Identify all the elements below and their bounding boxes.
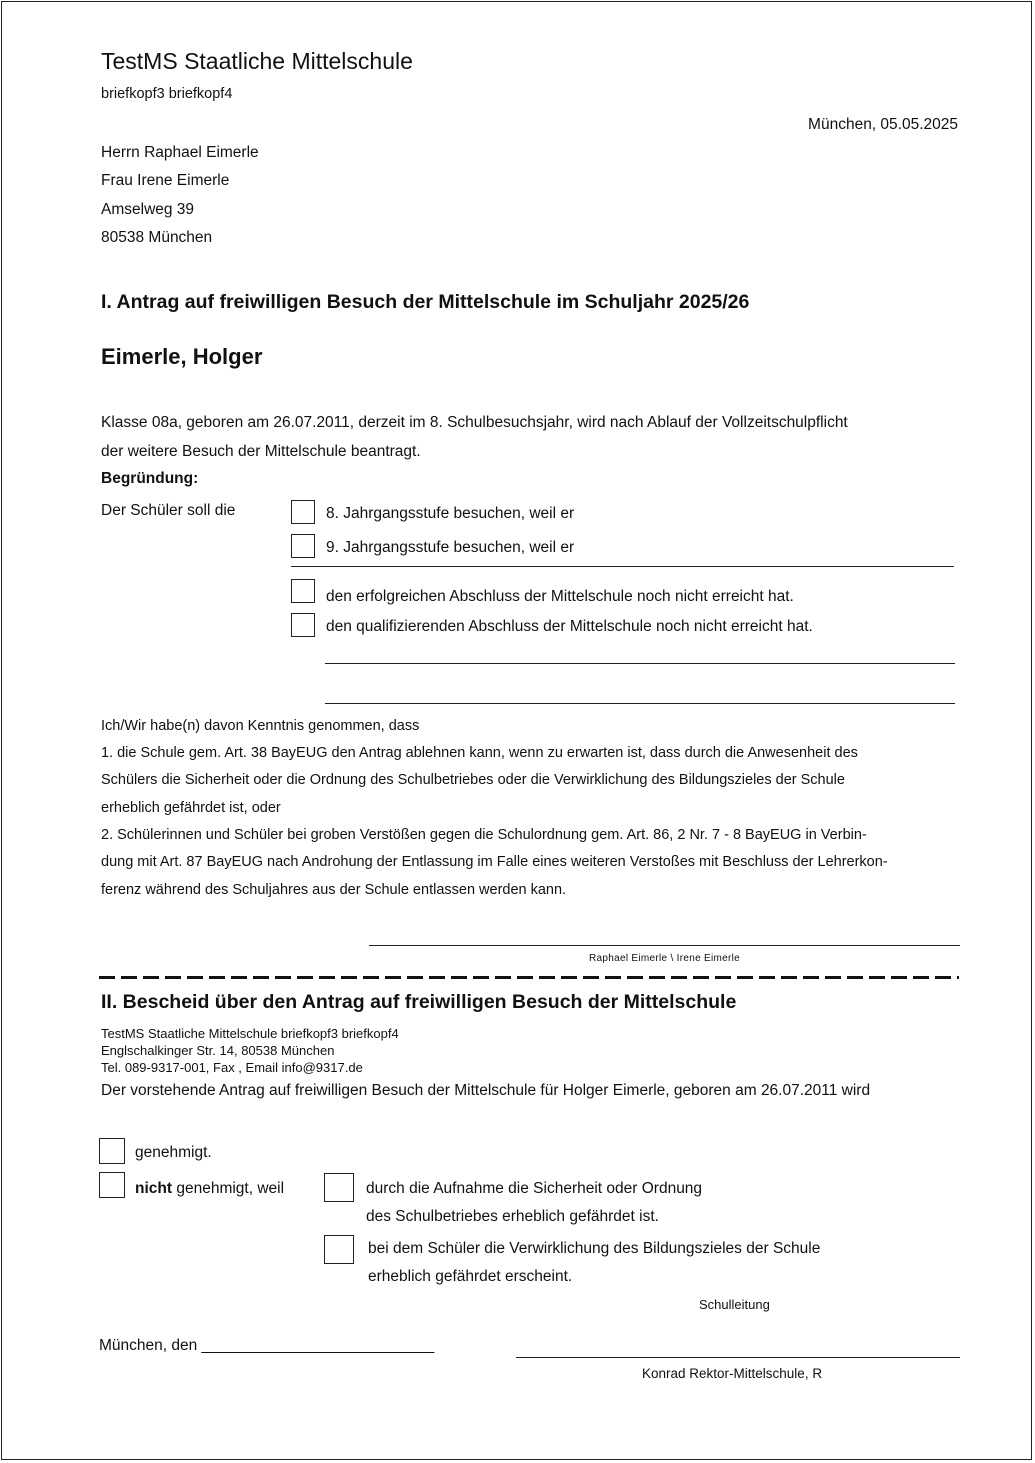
not-rest: genehmigt, weil <box>172 1180 285 1197</box>
address-line: Amselweg 39 <box>101 201 195 218</box>
should-label: Der Schüler soll die <box>101 502 236 519</box>
abschluss-checkbox[interactable] <box>291 579 315 603</box>
approved-checkbox[interactable] <box>99 1138 125 1164</box>
reason-label: Begründung: <box>101 470 199 487</box>
address-line: Herrn Raphael Eimerle <box>101 144 259 161</box>
signature-name: Raphael Eimerle \ Irene Eimerle <box>588 953 741 964</box>
reason2-text: erheblich gefährdet erscheint. <box>368 1268 573 1285</box>
school-name: TestMS Staatliche Mittelschule <box>101 48 413 74</box>
not-bold: nicht <box>135 1180 173 1197</box>
quali-label: den qualifizierenden Abschluss der Mittelschule noch nicht erreicht hat. <box>326 618 813 635</box>
rejected-checkbox[interactable] <box>99 1172 125 1198</box>
notice-text: 2. Schülerinnen und Schüler bei groben Verstößen gegen die Schulordnung gem. Art. 86, 2 Nr. 7 - 8 BayEUG in Verbin- <box>101 827 867 843</box>
schulleitung-label: Schulleitung <box>699 1297 770 1312</box>
letterhead-subtitle: briefkopf3 briefkopf4 <box>101 86 233 102</box>
quali-checkbox[interactable] <box>291 613 315 637</box>
principal-signature-line <box>516 1357 960 1358</box>
approved-label: genehmigt. <box>135 1144 212 1161</box>
divider-line <box>291 566 954 567</box>
reason2-text: bei dem Schüler die Verwirklichung des Bildungszieles der Schule <box>368 1240 821 1257</box>
school-contact: Tel. 089-9317-001, Fax , Email info@9317.de <box>101 1060 363 1075</box>
rejected-label <box>135 1180 284 1198</box>
intro-text: Klasse 08a, geboren am 26.07.2011, derzeit im 8. Schulbesuchsjahr, wird nach Ablauf der Vollzeitschulpflicht <box>101 414 848 431</box>
reason1-text: des Schulbetriebes erheblich gefährdet ist. <box>366 1208 659 1225</box>
notice-text: dung mit Art. 87 BayEUG nach Androhung der Entlassung im Falle eines weiteren Verstoßes mit Beschluss der Lehrerkon- <box>101 854 888 870</box>
cut-line <box>99 976 959 979</box>
school-line: TestMS Staatliche Mittelschule briefkopf3 briefkopf4 <box>101 1026 399 1041</box>
section2-title: II. Bescheid über den Antrag auf freiwilligen Besuch der Mittelschule <box>101 991 737 1013</box>
signature-line <box>369 945 960 946</box>
reason1-checkbox[interactable] <box>324 1173 354 1202</box>
grade8-checkbox[interactable] <box>291 500 315 524</box>
notice-text: erheblich gefährdet ist, oder <box>101 800 281 816</box>
decision-statement: Der vorstehende Antrag auf freiwilligen Besuch der Mittelschule für Holger Eimerle, geboren am 26.07.2011 wird <box>101 1082 871 1099</box>
abschluss-label: den erfolgreichen Abschluss der Mittelschule noch nicht erreicht hat. <box>326 588 794 605</box>
notice-text: 1. die Schule gem. Art. 38 BayEUG den Antrag ablehnen kann, wenn zu erwarten ist, dass durch die Anwesenheit des <box>101 745 858 761</box>
notice-text: ferenz während des Schuljahres aus der Schule entlassen werden kann. <box>101 882 567 898</box>
school-street: Englschalkinger Str. 14, 80538 München <box>101 1043 335 1058</box>
signer-name: Konrad Rektor-Mittelschule, R <box>642 1366 823 1381</box>
grade9-label: 9. Jahrgangsstufe besuchen, weil er <box>326 539 575 556</box>
section1-title: I. Antrag auf freiwilligen Besuch der Mittelschule im Schuljahr 2025/26 <box>101 291 750 313</box>
notice-text: Schülers die Sicherheit oder die Ordnung des Schulbetriebes oder die Verwirklichung des Bildungszieles der Schule <box>101 772 845 788</box>
write-in-line <box>325 703 955 704</box>
place-date: München, 05.05.2025 <box>808 116 958 133</box>
grade8-label: 8. Jahrgangsstufe besuchen, weil er <box>326 505 575 522</box>
grade9-checkbox[interactable] <box>291 534 315 558</box>
reason1-text: durch die Aufnahme die Sicherheit oder Ordnung <box>366 1180 703 1197</box>
student-name: Eimerle, Holger <box>101 344 263 369</box>
notice-text: Ich/Wir habe(n) davon Kenntnis genommen, dass <box>101 718 420 734</box>
address-line: 80538 München <box>101 229 213 246</box>
address-line: Frau Irene Eimerle <box>101 172 230 189</box>
reason2-checkbox[interactable] <box>324 1235 354 1264</box>
write-in-line <box>325 663 955 664</box>
place-date-field: München, den ___________________________ <box>99 1337 435 1354</box>
intro-text: der weitere Besuch der Mittelschule beantragt. <box>101 443 421 460</box>
